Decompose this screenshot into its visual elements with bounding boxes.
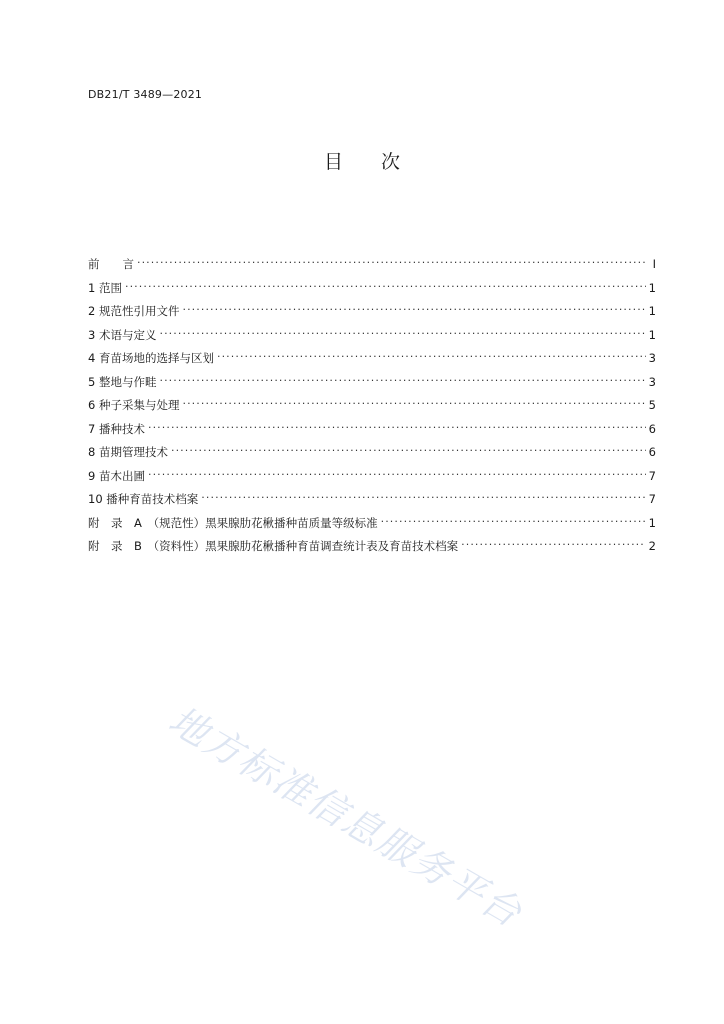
toc-leader-dots xyxy=(461,536,646,550)
toc-entry-seed-collection[interactable] xyxy=(88,395,656,419)
toc-leader-dots xyxy=(159,372,645,386)
toc-entry-page: 2 xyxy=(648,539,656,553)
toc-entry-page: I xyxy=(652,257,656,271)
toc-entry-page: 1 xyxy=(648,515,656,530)
toc-leader-dots xyxy=(201,489,645,503)
toc-entry-page: 5 xyxy=(648,398,656,412)
toc-entry-page: 3 xyxy=(648,374,656,389)
toc-entry-label: 7 播种技术 xyxy=(88,421,145,436)
toc-leader-dots xyxy=(148,419,646,433)
toc-entry-label: 2 规范性引用文件 xyxy=(88,304,180,318)
watermark-text: 地方标准信息服务平台 xyxy=(161,697,530,936)
toc-leader-dots xyxy=(381,513,646,527)
toc-entry-label: 3 术语与定义 xyxy=(88,327,157,342)
toc-leader-dots xyxy=(182,395,645,409)
toc-entry-page: 7 xyxy=(648,468,656,483)
toc-entry-label: 附 录 B （资料性）黑果腺肋花楸播种育苗调查统计表及育苗技术档案 xyxy=(88,539,459,553)
toc-entry-appendix-b[interactable] xyxy=(88,536,656,560)
toc-leader-dots xyxy=(159,325,645,339)
toc-entry-label: 9 苗木出圃 xyxy=(88,468,145,483)
toc-leader-dots xyxy=(217,348,646,362)
toc-entry-label: 8 苗期管理技术 xyxy=(88,445,168,459)
toc-leader-dots xyxy=(182,301,645,315)
toc-entry-nursery-site[interactable] xyxy=(88,348,656,372)
document-code: DB21/T 3489—2021 xyxy=(88,88,203,101)
toc-leader-dots xyxy=(137,254,647,268)
toc-entry-label: 前 言 xyxy=(88,257,134,271)
toc-entry-land-preparation[interactable] xyxy=(88,372,656,396)
toc-entry-terms-definitions[interactable] xyxy=(88,325,656,349)
toc-leader-dots xyxy=(125,278,646,292)
toc-entry-seedling-management[interactable] xyxy=(88,442,656,466)
toc-entry-appendix-a[interactable] xyxy=(88,513,656,537)
toc-entry-normative-references[interactable] xyxy=(88,301,656,325)
toc-entry-technical-archives[interactable] xyxy=(88,489,656,513)
toc-entry-page: 3 xyxy=(648,351,656,365)
toc-entry-page: 1 xyxy=(648,304,656,318)
toc-entry-label: 附 录 A （规范性）黑果腺肋花楸播种苗质量等级标准 xyxy=(88,515,378,530)
toc-entry-page: 6 xyxy=(648,445,656,459)
toc-entry-label: 10 播种育苗技术档案 xyxy=(88,492,199,506)
toc-entry-seedling-lifting[interactable] xyxy=(88,466,656,490)
toc-title: 目次 xyxy=(323,151,438,173)
toc-entry-label: 6 种子采集与处理 xyxy=(88,398,180,412)
toc-entry-label: 1 范围 xyxy=(88,280,122,295)
toc-entry-page: 1 xyxy=(648,280,656,295)
toc-leader-dots xyxy=(171,442,646,456)
toc-entry-foreword[interactable] xyxy=(88,254,656,278)
toc-entry-page: 6 xyxy=(648,421,656,436)
toc-leader-dots xyxy=(148,466,646,480)
toc-entry-sowing-technique[interactable] xyxy=(88,419,656,443)
toc-entry-scope[interactable] xyxy=(88,278,656,302)
toc-entry-label: 5 整地与作畦 xyxy=(88,374,157,389)
toc-entry-label: 4 育苗场地的选择与区划 xyxy=(88,351,214,365)
table-of-contents xyxy=(88,254,656,560)
toc-entry-page: 7 xyxy=(648,492,656,506)
toc-entry-page: 1 xyxy=(648,327,656,342)
